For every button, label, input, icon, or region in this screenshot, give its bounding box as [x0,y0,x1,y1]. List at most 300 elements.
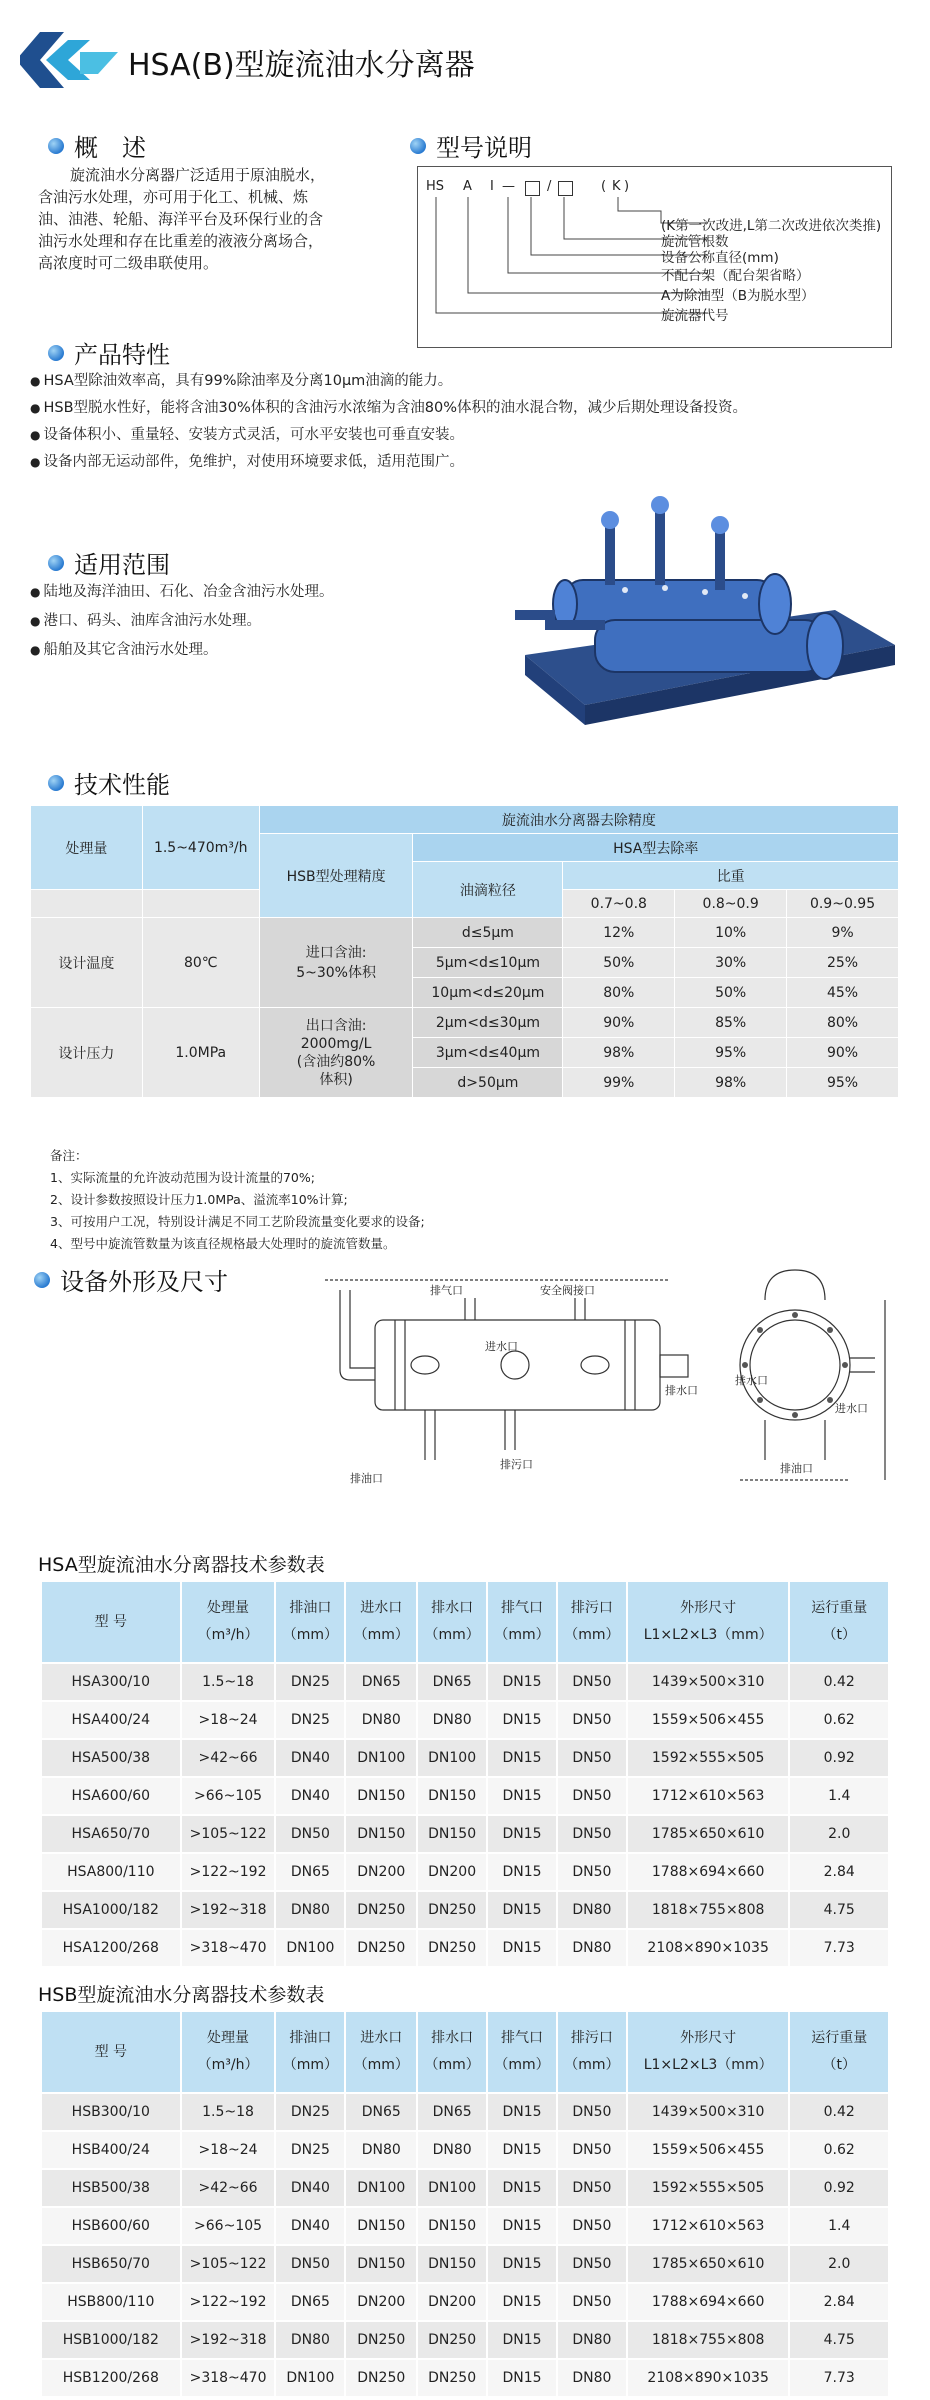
hsb-header-row [41,2011,889,2093]
overview-line: 旋流油水分离器广泛适用于原油脱水， [70,166,326,184]
table-cell: DN65 [275,2283,345,2321]
flow-value: 1.5~470m³/h [142,806,259,890]
column-header-line: 排气口 [501,2030,544,2046]
feature-item: ● HSA型除油效率高，具有99%除油率及分离10μm油滴的能力。 [30,368,747,395]
table-cell: 0.42 [789,1663,889,1701]
table-cell: 1.4 [789,1777,889,1815]
table-cell: DN200 [345,2283,417,2321]
pressure-label: 设计压力 [31,1008,143,1098]
table-cell: DN50 [557,2245,627,2283]
table-cell: DN50 [557,2207,627,2245]
table-cell: DN150 [345,1815,417,1853]
drain-port-label: 排污口 [500,1458,533,1471]
outlet-port-label: 排水口 [665,1384,698,1397]
section-bullet-icon [410,138,426,154]
column-header-line: 排污口 [570,1600,613,1616]
table-row [41,1815,889,1853]
column-header [181,1581,276,1663]
table-cell: DN200 [417,1853,487,1891]
column-header-line: L1×L2×L3（mm） [643,1627,773,1643]
table-cell: DN15 [487,1777,557,1815]
table-cell: 1.5~18 [181,2093,276,2131]
table-cell: DN100 [275,2359,345,2397]
column-header [417,2011,487,2093]
feature-item: ● 设备体积小、重量轻、安装方式灵活，可水平安装也可垂直安装。 [30,422,747,449]
table-cell: DN250 [417,1929,487,1967]
table-cell: DN40 [275,2207,345,2245]
droplet-size: 2μm<d≤30μm [413,1008,563,1038]
table-cell: DN250 [417,2359,487,2397]
table-cell: 1788×694×660 [627,2283,790,2321]
column-header [41,1581,181,1663]
table-cell: DN50 [557,1853,627,1891]
dimension-drawing [325,1260,895,1520]
table-cell: DN25 [275,2131,345,2169]
gravity-col: 0.8~0.9 [675,890,787,918]
table-cell: DN150 [417,1777,487,1815]
table-cell: DN15 [487,1891,557,1929]
table-cell: DN80 [557,1929,627,1967]
table-cell: DN80 [275,2321,345,2359]
code-char: ) [624,179,630,194]
column-header-line: 型 号 [94,1613,128,1630]
table-row [41,2283,889,2321]
table-cell: >66~105 [181,2207,276,2245]
table-cell: DN80 [557,2359,627,2397]
table-cell: HSB500/38 [41,2169,181,2207]
table-cell: DN15 [487,2207,557,2245]
table-row [41,1853,889,1891]
removal-rate: 95% [787,1068,899,1098]
table-cell: DN15 [487,1701,557,1739]
table-cell: DN15 [487,1853,557,1891]
column-header-line: （mm） [282,2057,339,2073]
removal-rate: 95% [675,1038,787,1068]
table-cell: >66~105 [181,1777,276,1815]
brand-logo-icon [20,30,120,90]
table-cell: DN65 [345,1663,417,1701]
table-cell: DN80 [557,1891,627,1929]
overview-line: 油污水处理和存在比重差的液液分离场合， [38,232,324,250]
removal-rate: 12% [563,918,675,948]
column-header [345,1581,417,1663]
code-char: — [502,179,515,194]
table-cell: DN15 [487,2283,557,2321]
table-row [41,2207,889,2245]
tech-performance-table [30,805,899,1098]
table-cell: DN15 [487,2131,557,2169]
notes [50,1145,425,1255]
column-header-line: 运行重量 [811,1600,868,1616]
model-label: 不配台架（配台架省略） [661,268,810,284]
feature-item: ● HSB型脱水性好，能将含油30%体积的含油污水浓缩为含油80%体积的油水混合物，减少后期处理设备投资。 [30,395,747,422]
section-bullet-icon [48,138,64,154]
table-cell: DN50 [557,2283,627,2321]
column-header-line: 排水口 [431,2030,474,2046]
column-header-line: 运行重量 [811,2030,868,2046]
column-header [181,2011,276,2093]
droplet-size: 3μm<d≤40μm [413,1038,563,1068]
table-cell: DN15 [487,2245,557,2283]
table-cell: >318~470 [181,2359,276,2397]
model-label: 旋流管根数 [661,234,729,250]
table-cell: >18~24 [181,1701,276,1739]
overview-line: 高浓度时可二级串联使用。 [38,254,219,272]
removal-rate: 30% [675,948,787,978]
column-header-line: （mm） [353,2057,409,2073]
table-cell: >42~66 [181,2169,276,2207]
column-header-line: （mm） [494,1627,550,1643]
tech-heading [48,765,170,800]
column-header-line: （mm） [282,1627,339,1643]
table-cell: 1712×610×563 [627,1777,790,1815]
column-header-line: （t） [822,1627,856,1643]
table-cell: >318~470 [181,1929,276,1967]
table-cell: DN80 [417,2131,487,2169]
table-cell: HSA800/110 [41,1853,181,1891]
table-cell: DN250 [345,2359,417,2397]
table-row [41,2093,889,2131]
model-label: A为除油型（B为脱水型） [661,288,815,304]
table-cell: DN200 [417,2283,487,2321]
removal-rate: 25% [787,948,899,978]
column-header [789,1581,889,1663]
overview-line: 油、油港、轮船、海洋平台及环保行业的含 [38,210,324,228]
model-code-diagram [417,166,892,348]
table-cell: DN50 [557,1701,627,1739]
removal-rate: 90% [787,1038,899,1068]
table-cell: HSB800/110 [41,2283,181,2321]
table-cell: 1818×755×808 [627,1891,790,1929]
column-header-line: 处理量 [207,2030,250,2046]
table-cell: 2.84 [789,1853,889,1891]
table-cell: HSA650/70 [41,1815,181,1853]
table-cell: HSA400/24 [41,1701,181,1739]
removal-rate: 90% [563,1008,675,1038]
removal-rate: 9% [787,918,899,948]
table-cell: DN100 [345,1739,417,1777]
column-header [417,1581,487,1663]
removal-rate: 98% [563,1038,675,1068]
table-cell: DN150 [417,2207,487,2245]
table-cell: DN50 [557,2093,627,2131]
table-row [41,1663,889,1701]
features-heading-text: 产品特性 [74,341,170,369]
hsb-param-table [40,2010,890,2398]
column-header [275,2011,345,2093]
column-header-line: （mm） [424,1627,480,1643]
table-cell: DN150 [345,1777,417,1815]
removal-rate: 85% [675,1008,787,1038]
table-cell: DN80 [417,1701,487,1739]
table-row [41,2245,889,2283]
table-cell: DN15 [487,1663,557,1701]
table-cell: DN200 [345,1853,417,1891]
table-cell: DN100 [345,2169,417,2207]
table-cell: DN65 [275,1853,345,1891]
table-row [41,1891,889,1929]
column-header-line: L1×L2×L3（mm） [643,2057,773,2073]
features-list [30,368,747,476]
table-cell: >122~192 [181,2283,276,2321]
table-cell: HSA1200/268 [41,1929,181,1967]
table-cell: HSA1000/182 [41,1891,181,1929]
code-char: A [463,179,472,194]
tech-heading-text: 技术性能 [74,771,170,799]
column-header-line: （mm） [353,1627,409,1643]
table-cell: DN250 [417,2321,487,2359]
hsa-table-title: HSA型旋流油水分离器技术参数表 [38,1554,325,1576]
hsa-header-row [41,1581,889,1663]
note-item: 1、实际流量的允许波动范围为设计流量的70%; [50,1170,315,1185]
column-header [487,1581,557,1663]
model-code-leader-lines [418,167,891,347]
table-cell: >42~66 [181,1739,276,1777]
table-cell: DN25 [275,2093,345,2131]
overview-line: 含油污水处理，亦可用于化工、机械、炼 [38,188,309,206]
temp-label: 设计温度 [31,918,143,1008]
scope-heading-text: 适用范围 [74,551,170,579]
table-cell: DN15 [487,1739,557,1777]
table-cell: 1592×555×505 [627,1739,790,1777]
table-row [41,2359,889,2397]
scope-list [30,578,333,665]
table-cell: >105~122 [181,1815,276,1853]
column-header-line: 排污口 [570,2030,613,2046]
table-cell: 1439×500×310 [627,2093,790,2131]
table-cell: DN50 [557,2169,627,2207]
removal-rate: 10% [675,918,787,948]
table-cell: 2.0 [789,2245,889,2283]
column-header [345,2011,417,2093]
column-header [487,2011,557,2093]
table-cell: DN15 [487,2359,557,2397]
page-title: HSA(B)型旋流油水分离器 [128,48,475,83]
removal-rate: 99% [563,1068,675,1098]
table-row [41,1739,889,1777]
dimension-drawing-lines [325,1260,895,1520]
droplet-size: 10μm<d≤20μm [413,978,563,1008]
column-header [627,1581,790,1663]
table-cell: DN150 [345,2207,417,2245]
column-header-line: （t） [822,2057,856,2073]
table-cell: >18~24 [181,2131,276,2169]
table-cell: HSB300/10 [41,2093,181,2131]
table-cell: DN15 [487,1815,557,1853]
table-cell: DN80 [345,1701,417,1739]
table-cell: 1785×650×610 [627,2245,790,2283]
table-cell: 1559×506×455 [627,2131,790,2169]
table-cell: 2.0 [789,1815,889,1853]
table-cell: DN65 [417,2093,487,2131]
column-header-line: 排油口 [289,2030,332,2046]
overview-text [38,164,393,274]
table-cell: >192~318 [181,2321,276,2359]
table-cell: DN50 [557,2131,627,2169]
table-cell: 4.75 [789,2321,889,2359]
section-bullet-icon [48,555,64,571]
table-cell: DN150 [417,1815,487,1853]
table-cell: 1.4 [789,2207,889,2245]
table-cell: 1.5~18 [181,1663,276,1701]
oil-port-label: 排油口 [350,1472,383,1485]
code-char: / [547,179,552,194]
column-header-line: 处理量 [207,1600,250,1616]
column-header-line: 排油口 [289,1600,332,1616]
table-row [41,1701,889,1739]
table-cell: DN250 [345,2321,417,2359]
table-cell: HSB1000/182 [41,2321,181,2359]
table-cell: HSA600/60 [41,1777,181,1815]
scope-item: ● 陆地及海洋油田、石化、冶金含油污水处理。 [30,578,333,607]
table-cell: >192~318 [181,1891,276,1929]
vent-port-label: 排气口 [430,1284,463,1297]
column-header-line: 排水口 [431,1600,474,1616]
table-cell: HSB600/60 [41,2207,181,2245]
table-cell: DN65 [345,2093,417,2131]
flow-label: 处理量 [31,806,143,890]
removal-rate: 98% [675,1068,787,1098]
table-cell: DN150 [417,2245,487,2283]
table-cell: 2108×890×1035 [627,1929,790,1967]
column-header-line: 外形尺寸 [680,1600,737,1616]
gravity-col: 0.9~0.95 [787,890,899,918]
removal-rate: 80% [563,978,675,1008]
model-label: 旋流器代号 [661,308,729,324]
table-cell: >122~192 [181,1853,276,1891]
table-cell: HSB650/70 [41,2245,181,2283]
column-header [789,2011,889,2093]
note-item: 4、型号中旋流管数量为该直径规格最大处理时的旋流管数量。 [50,1236,396,1251]
table-cell: DN50 [275,1815,345,1853]
table-cell: DN50 [557,1815,627,1853]
column-header [557,1581,627,1663]
notes-title: 备注： [50,1148,88,1163]
table-cell: 1559×506×455 [627,1701,790,1739]
table-cell: 4.75 [789,1891,889,1929]
droplet-header: 油滴粒径 [413,862,563,918]
table-cell: 0.42 [789,2093,889,2131]
column-header-line: 外形尺寸 [680,2030,737,2046]
feature-item: ● 设备内部无运动部件，免维护，对使用环境要求低，适用范围广。 [30,449,747,476]
column-header [627,2011,790,2093]
model-heading [410,128,532,163]
table-cell: 1712×610×563 [627,2207,790,2245]
dims-heading-text: 设备外形及尺寸 [60,1268,228,1296]
blank-cell [31,890,143,918]
table-cell: DN250 [345,1891,417,1929]
table-cell: DN15 [487,1929,557,1967]
table-cell: 0.92 [789,2169,889,2207]
removal-rate: 45% [787,978,899,1008]
table-row [41,1777,889,1815]
dims-heading [34,1262,228,1297]
table-cell: DN100 [417,1739,487,1777]
droplet-size: 5μm<d≤10μm [413,948,563,978]
table-cell: DN15 [487,2321,557,2359]
overview-heading-text: 概 述 [74,134,146,162]
droplet-size: d≤5μm [413,918,563,948]
table-cell: DN25 [275,1663,345,1701]
note-item: 3、可按用户工况，特别设计满足不同工艺阶段流量变化要求的设备; [50,1214,425,1229]
column-header-line: 进水口 [360,2030,403,2046]
section-bullet-icon [34,1272,50,1288]
hsa-rate-header: HSA型去除率 [413,834,899,862]
inlet-port-label: 进水口 [485,1340,518,1353]
table-row [41,2321,889,2359]
column-header-line: 型 号 [94,2043,128,2060]
table-cell: 7.73 [789,1929,889,1967]
column-header [275,1581,345,1663]
model-label: (K第一次改进,L第二次改进依次类推) [661,218,882,234]
table-row [41,2169,889,2207]
column-header-line: 进水口 [360,1600,403,1616]
model-label: 设备公称直径(mm) [661,250,779,266]
removal-rate: 50% [563,948,675,978]
table-cell: DN50 [557,1663,627,1701]
separator-equipment-image [505,470,900,725]
table-row [41,1929,889,1967]
hsb-precision-header: HSB型处理精度 [259,834,413,918]
table-cell: DN50 [557,1777,627,1815]
removal-rate: 50% [675,978,787,1008]
table-cell: DN15 [487,2169,557,2207]
code-char: K [612,179,621,194]
table-cell: 0.62 [789,2131,889,2169]
pressure-value: 1.0MPa [142,1008,259,1098]
table-cell: DN15 [487,2093,557,2131]
column-header [557,2011,627,2093]
model-heading-text: 型号说明 [436,134,532,162]
side-outlet-label: 排水口 [735,1374,768,1387]
table-cell: 2108×890×1035 [627,2359,790,2397]
code-char: ( [601,179,607,194]
scope-item: ● 船舶及其它含油污水处理。 [30,636,333,665]
side-oil-port-label: 排油口 [780,1462,813,1475]
table-cell: DN50 [275,2245,345,2283]
table-row [41,2131,889,2169]
table-cell: DN150 [345,2245,417,2283]
code-char: I [490,179,494,194]
column-header-line: （m³/h） [197,1627,259,1643]
table-cell: DN80 [275,1891,345,1929]
table-cell: HSA300/10 [41,1663,181,1701]
table-cell: 0.62 [789,1701,889,1739]
note-item: 2、设计参数按照设计压力1.0MPa、溢流率10%计算; [50,1192,348,1207]
section-bullet-icon [48,775,64,791]
table-cell: DN250 [417,1891,487,1929]
column-header-line: 排气口 [501,1600,544,1616]
table-cell: DN40 [275,1777,345,1815]
table-cell: HSA500/38 [41,1739,181,1777]
table-cell: DN250 [345,1929,417,1967]
safety-valve-port-label: 安全阀接口 [540,1284,595,1297]
code-char: HS [426,179,445,194]
section-bullet-icon [48,345,64,361]
table-cell: DN40 [275,1739,345,1777]
gravity-col: 0.7~0.8 [563,890,675,918]
table-cell: DN80 [345,2131,417,2169]
table-cell: 1439×500×310 [627,1663,790,1701]
table-cell: >105~122 [181,2245,276,2283]
droplet-size: d>50μm [413,1068,563,1098]
table-cell: HSB400/24 [41,2131,181,2169]
column-header-line: （mm） [494,2057,550,2073]
table-cell: DN65 [417,1663,487,1701]
column-header-line: （m³/h） [197,2057,259,2073]
precision-header: 旋流油水分离器去除精度 [259,806,898,834]
scope-item: ● 港口、码头、油库含油污水处理。 [30,607,333,636]
